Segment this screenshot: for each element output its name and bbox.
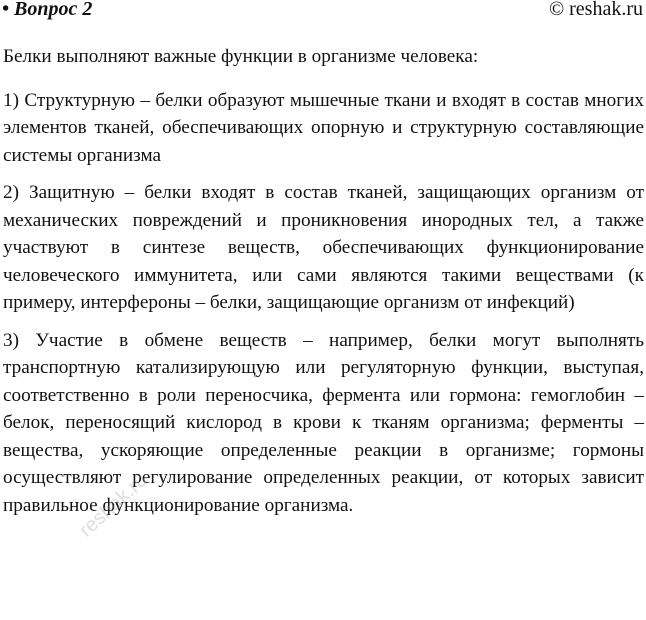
function-item-1: 1) Структурную – белки образуют мышечные ткани и входят в состав многих элементов тканей, обеспечивающих опорную и структурную составляющие системы организма: [3, 89, 644, 166]
site-credit: © reshak.ru: [548, 0, 643, 20]
question-title: • Вопрос 2: [2, 0, 93, 20]
function-item-3: 3) Участие в обмене веществ – например, белки могут выполнять транспортную катализирующую или регуляторную функции, выступая, соответственно в роли переносчика, фермента или гормона: гемоглобин – белок, переносящий кислород в крови к тканям организма; ферменты – вещества, ускоряющие определенные реакции в организме; гормоны осуществляют регулирование определенных реакции, от которых зависит правильное функционирование организма.: [3, 329, 644, 516]
header: [0, 0, 646, 24]
answer-text: [3, 43, 644, 529]
function-item-2: 2) Защитную – белки входят в состав тканей, защищающих организм от механических повреждений и проникновения инородных тел, а также участвуют в синтезе веществ, обеспечивающих функционирование человеческого иммунитета, или сами являются такими веществами (к примеру, интерфероны – белки, защищающие организм от инфекций): [3, 182, 644, 313]
intro-paragraph: Белки выполняют важные функции в организме человека:: [3, 46, 479, 67]
watermark: reshak.ru: [75, 469, 152, 542]
